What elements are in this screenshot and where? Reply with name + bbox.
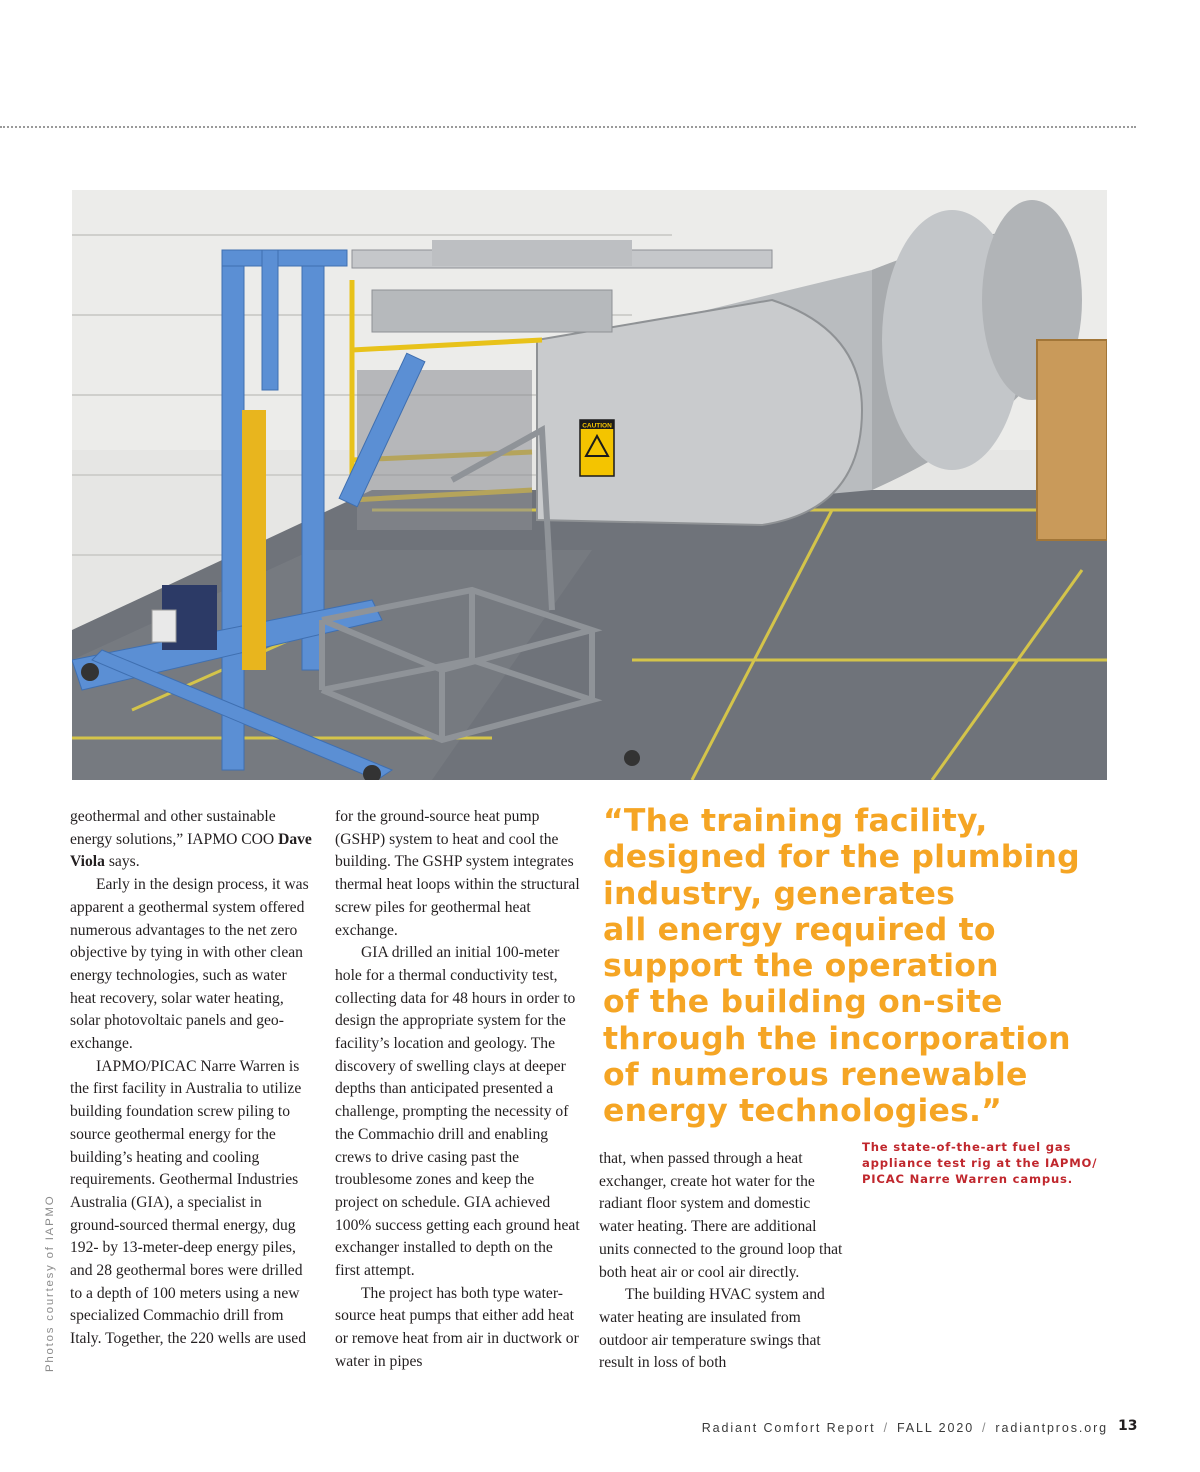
photo-credit: Photos courtesy of IAPMO (44, 1194, 56, 1372)
footer-separator: / (982, 1421, 988, 1435)
caution-sign-label: CAUTION (582, 422, 612, 430)
caption-line: The state-of-the-art fuel gas (862, 1140, 1072, 1154)
caption-line: PICAC Narre Warren campus. (862, 1172, 1073, 1186)
col1-paragraph-1 (70, 806, 315, 874)
dotted-rule (0, 126, 1136, 128)
col1-p1-end: says. (104, 853, 140, 871)
caption-line: appliance test rig at the IAPMO/ (862, 1156, 1098, 1170)
col2-paragraph-3: The project has both type water-source heat pumps that either add heat or remove heat from air in ductwork or water in pipes (335, 1284, 579, 1370)
body-column-3 (599, 1148, 844, 1375)
pull-quote-line: designed for the plumbing (603, 839, 1080, 876)
pull-quote-line: all energy required to (603, 911, 996, 948)
footer-publication: Radiant Comfort Report (701, 1421, 876, 1435)
footer-separator: / (883, 1421, 889, 1435)
photo-test-rig (72, 190, 1107, 780)
page-footer (702, 1421, 1108, 1435)
col2-paragraph-1: for the ground-source heat pump (GSHP) system to heat and cool the building. The GSHP system integrates thermal heat loops within the structural screw piles for geothermal heat exchange. (335, 808, 580, 939)
body-column-1 (70, 806, 315, 1351)
pull-quote-line: industry, generates (603, 875, 956, 912)
photo-caption (862, 1139, 1122, 1187)
pull-quote-line: of numerous renewable (603, 1057, 1028, 1094)
pull-quote-line: through the incorporation (603, 1020, 1071, 1057)
footer-website: radiantpros.org (995, 1421, 1108, 1435)
page-number: 13 (1118, 1418, 1138, 1434)
col1-paragraph-3: IAPMO/PICAC Narre Warren is the first facility in Australia to utilize building foundation screw piling to source geothermal energy for the building’s heating and cooling requirements. Geothermal Industries Australia (GIA), a specialist in ground-sourced thermal energy, dug 192- by 13-meter-deep energy piles, and 28 geothermal bores were drilled to a depth of 100 meters using a new specialized Commachio drill from Italy. Together, the 220 wells are used (70, 1057, 307, 1348)
pull-quote (603, 803, 1133, 1130)
col1-p1-name: Dave Viola (70, 830, 312, 871)
col1-p1-start: geothermal and other sustainable energy solutions,” IAPMO COO (70, 808, 279, 848)
pull-quote-line: support the operation (603, 948, 999, 985)
pull-quote-line: of the building on-site (603, 984, 1003, 1021)
col1-paragraph-2: Early in the design process, it was apparent a geothermal system offered numerous advantages to the net zero objective by tying in with other clean energy technologies, such as water heat recovery, solar water heating, solar photovoltaic panels and geo-exchange. (70, 876, 309, 1053)
col3-paragraph-2: The building HVAC system and water heating are insulated from outdoor air temperature swings that result in loss of both (599, 1286, 825, 1372)
footer-issue: FALL 2020 (896, 1421, 975, 1435)
pull-quote-line: energy technologies.” (603, 1093, 1003, 1130)
body-column-2 (335, 806, 580, 1374)
col2-paragraph-2: GIA drilled an initial 100-meter hole for a thermal conductivity test, collecting data for 48 hours in order to design the appropriate system for the facility’s location and geology. The discovery of swelling clays at deeper depths than anticipated presented a challenge, prompting the necessity of the Commachio drill and enabling crews to drive casing past the troublesome zones and keep the project on schedule. GIA achieved 100% success getting each ground heat exchanger installed to depth on the first attempt. (335, 944, 580, 1280)
pull-quote-line: “The training facility, (603, 803, 988, 839)
col3-paragraph-1: that, when passed through a heat exchanger, create hot water for the radiant floor system and domestic water heating. There are additional units connected to the ground loop that both heat air or cool air directly. (599, 1150, 843, 1281)
